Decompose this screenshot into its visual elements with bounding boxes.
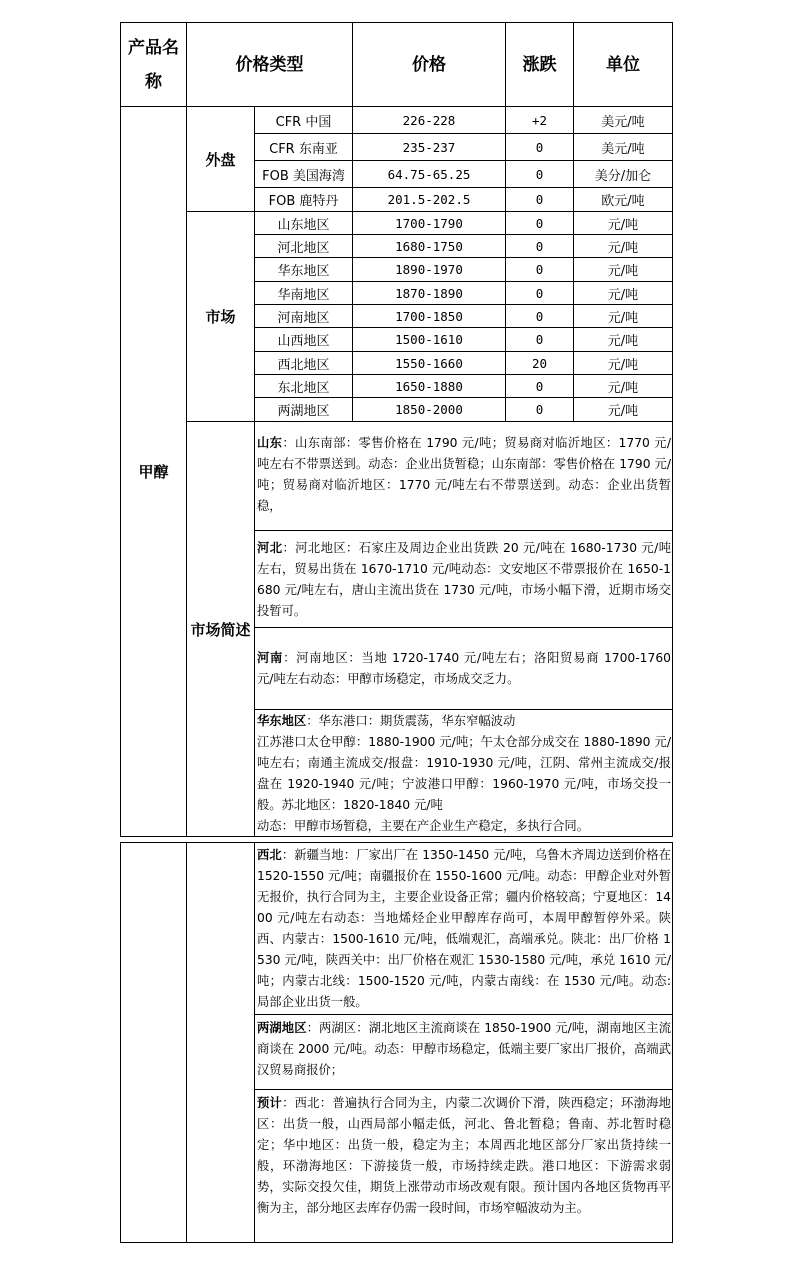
change-cell: 20: [531, 355, 548, 371]
price-type-cell: 东北地区: [277, 380, 330, 396]
summary-text: ：河南地区：当地 1720-1740 元/吨左右；洛阳贸易商 1700-1760 元/吨左右动态：甲醇市场稳定，市场成交乏力。: [257, 651, 671, 686]
product-label: 甲醇: [138, 463, 169, 481]
price-type-cell: 西北地区: [277, 357, 330, 373]
price-cell: 1890-1970: [395, 262, 463, 277]
change-cell: 0: [535, 238, 544, 254]
unit-cell: 元/吨: [607, 380, 639, 396]
summary-label: 华东地区: [257, 714, 307, 728]
summary-text: ：华东港口：期货震荡，华东窄幅波动: [306, 714, 516, 728]
summary-text: ：两湖区：湖北地区主流商谈在 1850-1900 元/吨，湖南地区主流商谈在 2000 元/吨。动态：甲醇市场稳定，低端主要厂家出厂报价，高端武汉贸易商报价；: [257, 1021, 671, 1077]
price-type-cell: FOB 美国海湾: [262, 168, 345, 184]
summary-label: 两湖地区: [257, 1021, 307, 1035]
price-cell: 1680-1750: [395, 238, 463, 254]
unit-cell: 元/吨: [607, 357, 639, 373]
change-cell: 0: [535, 332, 544, 347]
summary-hebei: [257, 538, 671, 622]
unit-cell: 元/吨: [607, 264, 639, 279]
summary-text: ：西北：普遍执行合同为主，内蒙二次调价下滑，陕西稳定；环渤海地区：出货一般，山西局部小幅走低，河北、鲁北暂稳；鲁南、苏北暂时稳定；华中地区：出货一般，稳定为主；本周西北地区部分厂家出货持续一般，环渤海地区：下游接货一般，市场持续走跌。港口地区：下游需求弱势，实际交投欠佳，期货上涨带动市场改观有限。预计国内各地区货物再平衡为主，部分地区去库存仍需一段时间，市场窄幅波动为主。: [257, 1096, 671, 1215]
change-cell: +2: [531, 112, 548, 128]
summary-label: 河南: [257, 651, 284, 665]
unit-cell: 元/吨: [607, 334, 639, 349]
change-cell: 0: [535, 308, 544, 324]
price-cell: 1850-2000: [395, 402, 463, 417]
unit-cell: 美分/加仑: [594, 168, 652, 184]
change-cell: 0: [535, 139, 544, 155]
header-price: 价格: [412, 54, 446, 75]
unit-cell: 欧元/吨: [601, 194, 645, 209]
price-cell: 64.75-65.25: [387, 166, 471, 182]
summary-label: 西北: [257, 848, 282, 862]
unit-cell: 元/吨: [607, 310, 639, 326]
group-overseas: 外盘: [205, 150, 236, 169]
group-market: 市场: [205, 308, 236, 326]
summary-text: ：山东南部：零售价格在 1790 元/吨；贸易商对临沂地区：1770 元/吨左右不带票送到。动态：企业出货暂稳；山东南部：零售价格在 1790 元/吨；贸易商对临沂地区：1770 元/吨左右不带票送到。动态：企业出货暂稳，: [257, 436, 671, 513]
price-cell: 201.5-202.5: [387, 192, 471, 207]
price-cell: 1870-1890: [395, 285, 463, 301]
price-cell: 1700-1790: [395, 215, 463, 231]
unit-cell: 元/吨: [607, 240, 639, 256]
summary-forecast: [257, 1093, 671, 1219]
price-cell: 235-237: [402, 139, 456, 155]
summary-lianghu: [257, 1018, 671, 1081]
change-cell: 0: [535, 215, 544, 231]
summary-body: 江苏港口太仓甲醇：1880-1900 元/吨；午太仓部分成交在 1880-1890 元/吨左右；南通主流成交/报盘：1910-1930 元/吨，江阴、常州主流成交/报盘在 1920-1940 元/吨；宁波港口甲醇：1960-1970 元/吨，市场交投一般。苏北地区：1820-1840 元/吨: [257, 735, 671, 812]
unit-cell: 元/吨: [607, 217, 639, 233]
change-cell: 0: [535, 262, 544, 277]
price-cell: 226-228: [402, 112, 456, 128]
price-cell: 1700-1850: [395, 308, 463, 324]
header-unit: 单位: [606, 54, 640, 75]
change-cell: 0: [535, 378, 544, 394]
price-type-cell: CFR 东南亚: [269, 141, 338, 157]
change-cell: 0: [535, 166, 544, 182]
price-cell: 1650-1880: [395, 378, 463, 394]
unit-cell: 元/吨: [607, 404, 639, 419]
price-type-cell: 两湖地区: [277, 404, 330, 419]
price-type-cell: 河南地区: [277, 310, 330, 326]
price-type-cell: 山东地区: [277, 217, 330, 233]
price-cell: 1500-1610: [395, 332, 463, 347]
summary-label: 河北: [257, 541, 283, 555]
unit-cell: 元/吨: [607, 287, 639, 303]
summary-text: ：新疆当地：厂家出厂在 1350-1450 元/吨，乌鲁木齐周边送到价格在 1520-1550 元/吨；南疆报价在 1550-1600 元/吨。动态：甲醇企业对外暂无报价，执行合同为主，主要企业设备正常；疆内价格较高；宁夏地区：1400 元/吨左右动态：当地烯烃企业甲醇库存尚可，本周甲醇暂停外采。陕西、内蒙古：1500-1610 元/吨，低端观汇，高端承兑。陕北：出厂价格 1530 元/吨，陕西关中：出厂价格在观汇 1530-1580 元/吨，承兑 1610 元/吨；内蒙古北线：1500-1520 元/吨，内蒙古南线：在 1530 元/吨。动态:局部企业出货一般。: [257, 848, 671, 1009]
summary-label: 预计: [257, 1096, 283, 1110]
change-cell: 0: [535, 192, 544, 207]
summary-shandong: [257, 433, 671, 517]
header-product-name: 产品名称: [128, 37, 179, 92]
price-cell: 1550-1660: [395, 355, 463, 371]
price-type-cell: 山西地区: [277, 334, 330, 349]
price-type-cell: CFR 中国: [275, 114, 332, 130]
header-price-type: 价格类型: [235, 54, 304, 75]
summary-xibei: [257, 845, 671, 1013]
header-change: 涨跌: [522, 54, 557, 75]
unit-cell: 美元/吨: [601, 141, 645, 157]
price-type-cell: 河北地区: [277, 240, 330, 256]
summary-text: ：河北地区：石家庄及周边企业出货跌 20 元/吨在 1680-1730 元/吨左右，贸易出货在 1670-1710 元/吨动态：文安地区不带票报价在 1650-1680 元/吨左右，唐山主流出货在 1730 元/吨，市场小幅下滑，近期市场交投暂可。: [257, 541, 671, 618]
summary-label: 山东: [257, 436, 283, 450]
price-type-cell: 华南地区: [277, 287, 330, 303]
change-cell: 0: [535, 402, 544, 417]
summary-henan: [257, 648, 671, 690]
price-type-cell: 华东地区: [277, 264, 330, 279]
unit-cell: 美元/吨: [601, 114, 645, 130]
change-cell: 0: [535, 285, 544, 301]
summary-huadong: [257, 711, 671, 837]
summary-dynamic: 动态：甲醇市场暂稳，主要在产企业生产稳定，多执行合同。: [257, 819, 590, 833]
group-summary: 市场简述: [190, 620, 251, 639]
price-type-cell: FOB 鹿特丹: [268, 194, 339, 209]
